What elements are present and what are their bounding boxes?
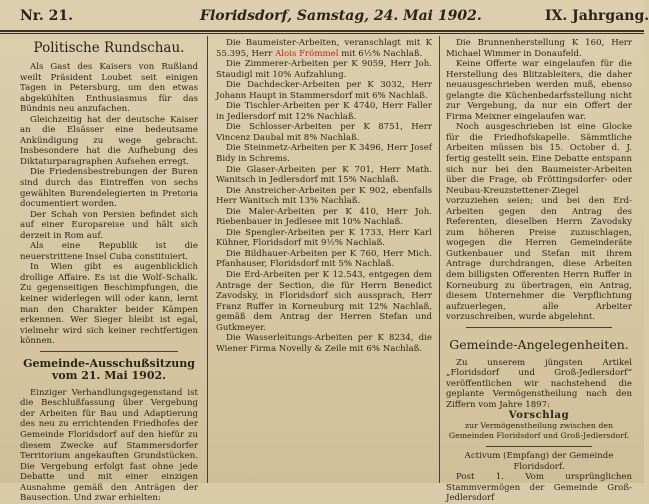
article-paragraph: Die Spengler-Arbeiten per K 1733, Herr Karl Kühner, Floridsdorf mit 9½% Nachlaß. bbox=[216, 227, 432, 249]
divider bbox=[40, 351, 178, 352]
article-paragraph: Die Tischler-Arbeiten per K 4740, Herr Faller in Jedlersdorf mit 12% Nachlaß. bbox=[216, 101, 432, 122]
article-paragraph: Die Friedensbestrebungen der Buren sind durch das Eintreffen von sechs gewählten Burendelegierten in Pretoria documentiert worden. bbox=[20, 167, 198, 210]
highlighted-name: Alois Frömmel bbox=[275, 48, 339, 59]
masthead bbox=[0, 0, 649, 32]
article-paragraph: Die Steinmetz-Arbeiten per K 3496, Herr Josef Bidy in Schrems. bbox=[216, 143, 432, 165]
article-paragraph: Noch ausgeschrieben ist eine Glocke für die Friedhofskapelle. Sämmtliche Arbeiten müssen bis 15. October d. J. fertig gestellt sein. Eine Debatte entspann sich nur bei den Baumeister-Arbeiten über die Frage, ob Fröttingsdorfer- oder Neubau-Kreuzstettener-Ziegel vorzuziehen seien; und bei den Erd-Arbeiten gegen den Antrag des Referenten, dieselben Herrn Zavodsky zum höheren Preise zuzuschlagen, wogegen die Herren Gemeinderäte Gutkenbauer und Stefan mit ihrem Antrage durchdrangen, diese Arbeiten dem billigsten Offerenten Herrn Ruffer in Korneuburg zu übertragen, ein Antrag, diesem Unternehmer die Verpflichtung aufzuerlegen, alle Arbeiter vorzuschreiben, wurde abgelehnt. bbox=[446, 122, 632, 323]
article-paragraph: Gleichzeitig hat der deutsche Kaiser an die Elsässer eine bedeutsame Ankündigung zu wege gebracht. Insbesondere hat die Aufhebung des Diktaturparagraphen Aufsehen erregt. bbox=[20, 114, 198, 167]
article-paragraph: Als eine Republik ist die neuerstrittene Insel Cuba constituiert. bbox=[20, 241, 198, 262]
masthead-rule bbox=[0, 33, 644, 34]
article-paragraph: Die Glaser-Arbeiten per K 701, Herr Math. Wanitsch in Jedlersdorf mit 15% Nachlaß. bbox=[216, 164, 432, 186]
article-paragraph: Die Schlosser-Arbeiten per K 8751, Herr Vincenz Daubal mit 8% Nachlaß. bbox=[216, 122, 432, 143]
section-heading-politics: Politische Rundschau. bbox=[33, 40, 185, 56]
proposal-subtitle: zur Vermögenstheilung zwischen den Gemeinden Floridsdorf und Groß-Jedlersdorf. bbox=[448, 421, 630, 440]
newspaper-dateline: Floridsdorf, Samstag, 24. Mai 1902. bbox=[200, 8, 482, 24]
section-heading-council: Gemeinde-Ausschußsitzung vom 21. Mai 1902. bbox=[23, 356, 195, 382]
article-paragraph: Die Wasserleitungs-Arbeiten per K 8234, die Wiener Firma Novelly & Zeile mit 6% Nachlaß. bbox=[216, 333, 432, 354]
article-paragraph: Post 1. Vom ursprünglichen Stammvermögen der Gemeinde Groß-Jedlersdorf bbox=[446, 472, 632, 504]
article-paragraph: Einziger Verhandlungsgegenstand ist die Beschlußfassung über Vergebung der Arbeiten für Bau und Adaptierung des neu zu errichtenden Friedhofes der Gemeinde Floridsdorf auf den hiefür zu diesem Zwecke auf Stammersdorfer Territorium angekauften Grundstücken. Die Vergebung erfolgt fast ohne jede Debatte und mit einer einzigen Ausnahme gemäß den Anträgen der Bausection. Und zwar erhielten: bbox=[20, 387, 198, 504]
issue-number: Nr. 21. bbox=[20, 8, 73, 24]
article-paragraph: Die Erd-Arbeiten per K 12.543, entgegen dem Antrage der Section, die für Herrn Benedict Zavodsky, in Floridsdorf sich aussprach, Herr Franz Ruffer in Korneuburg mit 12% Nachlaß, gemäß dem Antrag der Herren Stefan und Gutkmeyer. bbox=[216, 270, 432, 333]
column-divider bbox=[439, 36, 440, 483]
divider bbox=[486, 446, 592, 447]
activum-heading: Activum (Empfang) der Gemeinde Floridsdorf. bbox=[464, 451, 614, 472]
article-paragraph: Der Schah von Persien befindet sich auf einer Europareise und hält sich derzeit in Rom auf. bbox=[20, 209, 198, 241]
article-paragraph: Die Brunnenherstellung K 160, Herr Michael Wimmer in Donaufeld. bbox=[446, 38, 632, 59]
volume-year: IX. Jahrgang. bbox=[545, 8, 649, 24]
article-paragraph: Als Gast des Kaisers von Rußland weilt Präsident Loubet seit einigen Tagen in Petersburg, um den etwas abgekühlten Enthusiasmus für das Bündnis neu anzufachen. bbox=[20, 62, 198, 115]
column-municipal bbox=[446, 38, 632, 504]
article-paragraph: Keine Offerte war eingelaufen für die Herstellung des Blitzableiters, die daher neuausgeschrieben werden muß, ebenso gelangte die Küchenbedarfsstellung nicht zur Vergebung, da nur ein Offert der Firma Meixner eingelaufen war. bbox=[446, 59, 632, 122]
article-paragraph: Die Baumeister-Arbeiten, veranschlagt mit K 55.395, Herr Alois Frömmel mit 6½% Nachlaß. bbox=[216, 38, 432, 59]
divider bbox=[466, 327, 612, 328]
column-divider bbox=[207, 36, 208, 483]
article-paragraph: Die Dachdecker-Arbeiten per K 3032, Herr Johann Haupt in Stammersdorf mit 6% Nachlaß. bbox=[216, 80, 432, 101]
section-heading-municipal: Gemeinde-Angelegenheiten. bbox=[449, 336, 629, 352]
proposal-title: Vorschlag bbox=[508, 409, 570, 421]
article-paragraph: Die Anstreicher-Arbeiten per K 902, ebenfalls Herr Wanitsch mit 13% Nachlaß. bbox=[216, 185, 432, 207]
column-contracts bbox=[216, 38, 432, 483]
article-paragraph: Die Maler-Arbeiten per K 410, Herr Joh. Riebenbauer in Jedlesee mit 10% Nachlaß. bbox=[216, 206, 432, 228]
article-paragraph: In Wien gibt es augenblicklich drollige Affaire. Es ist die Wolf–Schalk. Zu gegenseitigen Beschimpfungen, die keiner widerlegen will oder kann, lernt man den Charakter beider Kämpen erkennen. Wer Sieger bleibt ist egal, vielmehr wird sich keiner rechtfertigen können. bbox=[20, 262, 198, 347]
article-paragraph: Die Bildhauer-Arbeiten per K 760, Herr Mich. Pfanhauser, Floridsdorf mit 5% Nachlaß. bbox=[216, 248, 432, 270]
column-politics bbox=[20, 38, 198, 504]
article-paragraph: Die Zimmerer-Arbeiten per K 9059, Herr Joh. Staudigl mit 10% Aufzahlung. bbox=[216, 59, 432, 80]
article-paragraph: Zu unserem jüngsten Artikel „Floridsdorf und Groß-Jedlersdorf“ veröffentlichen wir nachstehend die geplante Vermögenstheilung nach den Ziffern vom Jahre 1897: bbox=[446, 357, 632, 410]
